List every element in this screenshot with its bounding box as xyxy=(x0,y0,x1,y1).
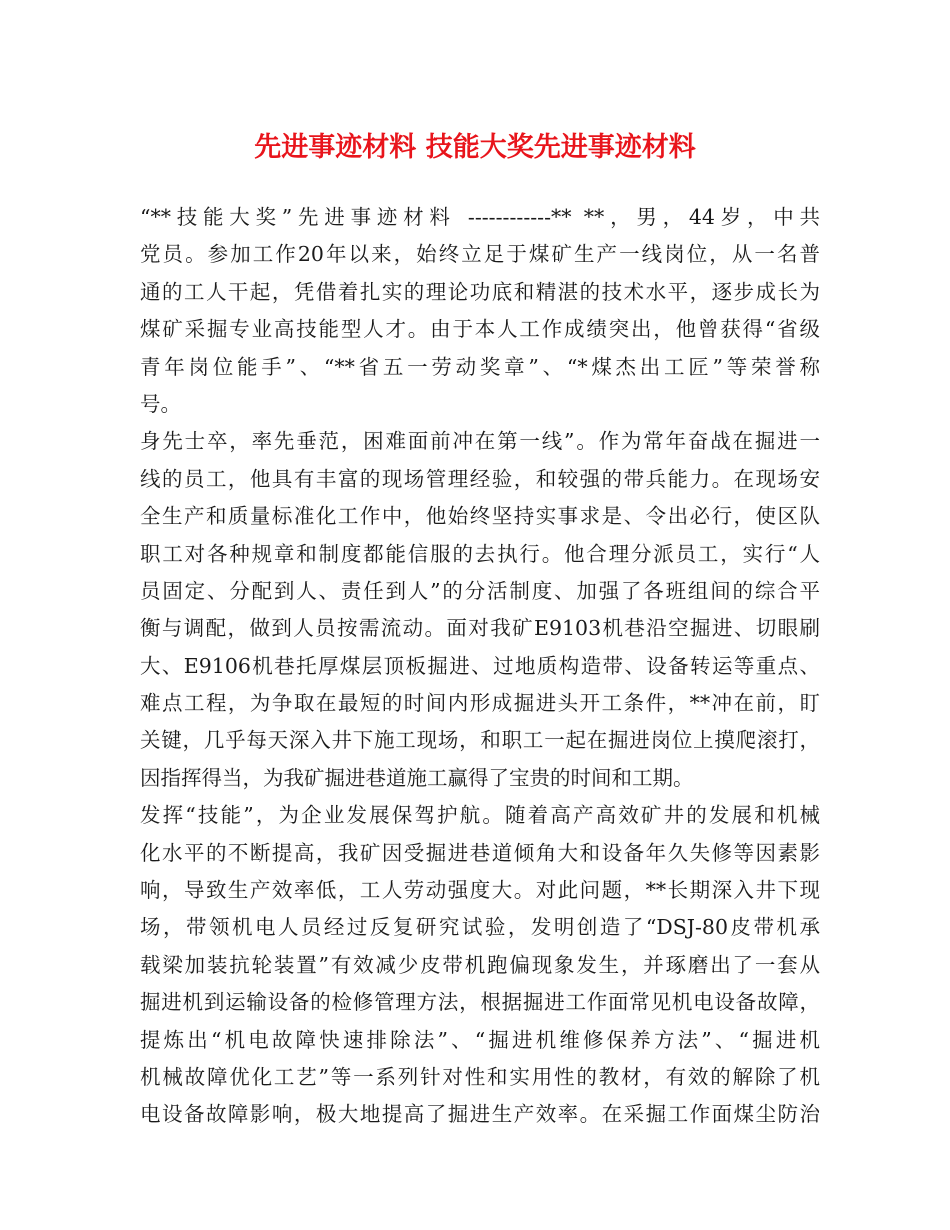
body-line: 全生产和质量标准化工作中，他始终坚持实事求是、令出必行，使区队 xyxy=(140,504,820,529)
body-line: 机械故障优化工艺”等一系列针对性和实用性的教材，有效的解除了机 xyxy=(140,1064,820,1089)
body-line: “**技能大奖”先进事迹材料 ------------** **，男，44岁，中共 xyxy=(140,205,820,229)
body-line: 员固定、分配到人、责任到人”的分活制度、加强了各班组间的综合平 xyxy=(140,578,820,603)
body-line: 青年岗位能手”、“**省五一劳动奖章”、“*煤杰出工匠”等荣誉称 xyxy=(140,354,820,379)
document-body xyxy=(140,199,820,1134)
body-line: 响，导致生产效率低，工人劳动强度大。对此问题，**长期深入井下现 xyxy=(140,878,820,903)
body-line: 号。 xyxy=(140,391,181,416)
body-line: 职工对各种规章和制度都能信服的去执行。他合理分派员工，实行“人 xyxy=(140,541,820,566)
body-line: 党员。参加工作20年以来，始终立足于煤矿生产一线岗位，从一名普 xyxy=(140,242,820,267)
body-line: 载梁加装抗轮装置”有效减少皮带机跑偏现象发生，并琢磨出了一套从 xyxy=(140,952,820,977)
body-line: 身先士卒，率先垂范，困难面前冲在第一线”。作为常年奋战在掘进一 xyxy=(140,429,820,454)
body-line: 因指挥得当，为我矿掘进巷道施工赢得了宝贵的时间和工期。 xyxy=(140,765,694,790)
body-line: 化水平的不断提高，我矿因受掘进巷道倾角大和设备年久失修等因素影 xyxy=(140,840,820,865)
body-line: 线的员工，他具有丰富的现场管理经验，和较强的带兵能力。在现场安 xyxy=(140,466,820,491)
document-title: 先进事迹材料 技能大奖先进事迹材料 xyxy=(254,132,696,163)
body-line: 难点工程，为争取在最短的时间内形成掘进头开工条件，**冲在前，盯 xyxy=(140,691,820,716)
body-line: 掘进机到运输设备的检修管理方法，根据掘进工作面常见机电设备故障， xyxy=(140,990,820,1015)
body-line: 煤矿采掘专业高技能型人才。由于本人工作成绩突出，他曾获得“省级 xyxy=(140,317,820,342)
body-line: 衡与调配，做到人员按需流动。面对我矿E9103机巷沿空掘进、切眼刷 xyxy=(140,616,820,641)
body-line: 电设备故障影响，极大地提高了掘进生产效率。在采掘工作面煤尘防治 xyxy=(140,1102,820,1127)
body-line: 大、E9106机巷托厚煤层顶板掘进、过地质构造带、设备转运等重点、 xyxy=(140,653,820,678)
body-line: 发挥“技能”，为企业发展保驾护航。随着高产高效矿井的发展和机械 xyxy=(140,803,820,828)
body-line: 场，带领机电人员经过反复研究试验，发明创造了“DSJ-80皮带机承 xyxy=(140,915,820,940)
body-line: 关键，几乎每天深入井下施工现场，和职工一起在掘进岗位上摸爬滚打， xyxy=(140,728,820,753)
body-line: 通的工人干起，凭借着扎实的理论功底和精湛的技术水平，逐步成长为 xyxy=(140,279,820,304)
body-line: 提炼出“机电故障快速排除法”、“掘进机维修保养方法”、“掘进机 xyxy=(140,1027,820,1052)
